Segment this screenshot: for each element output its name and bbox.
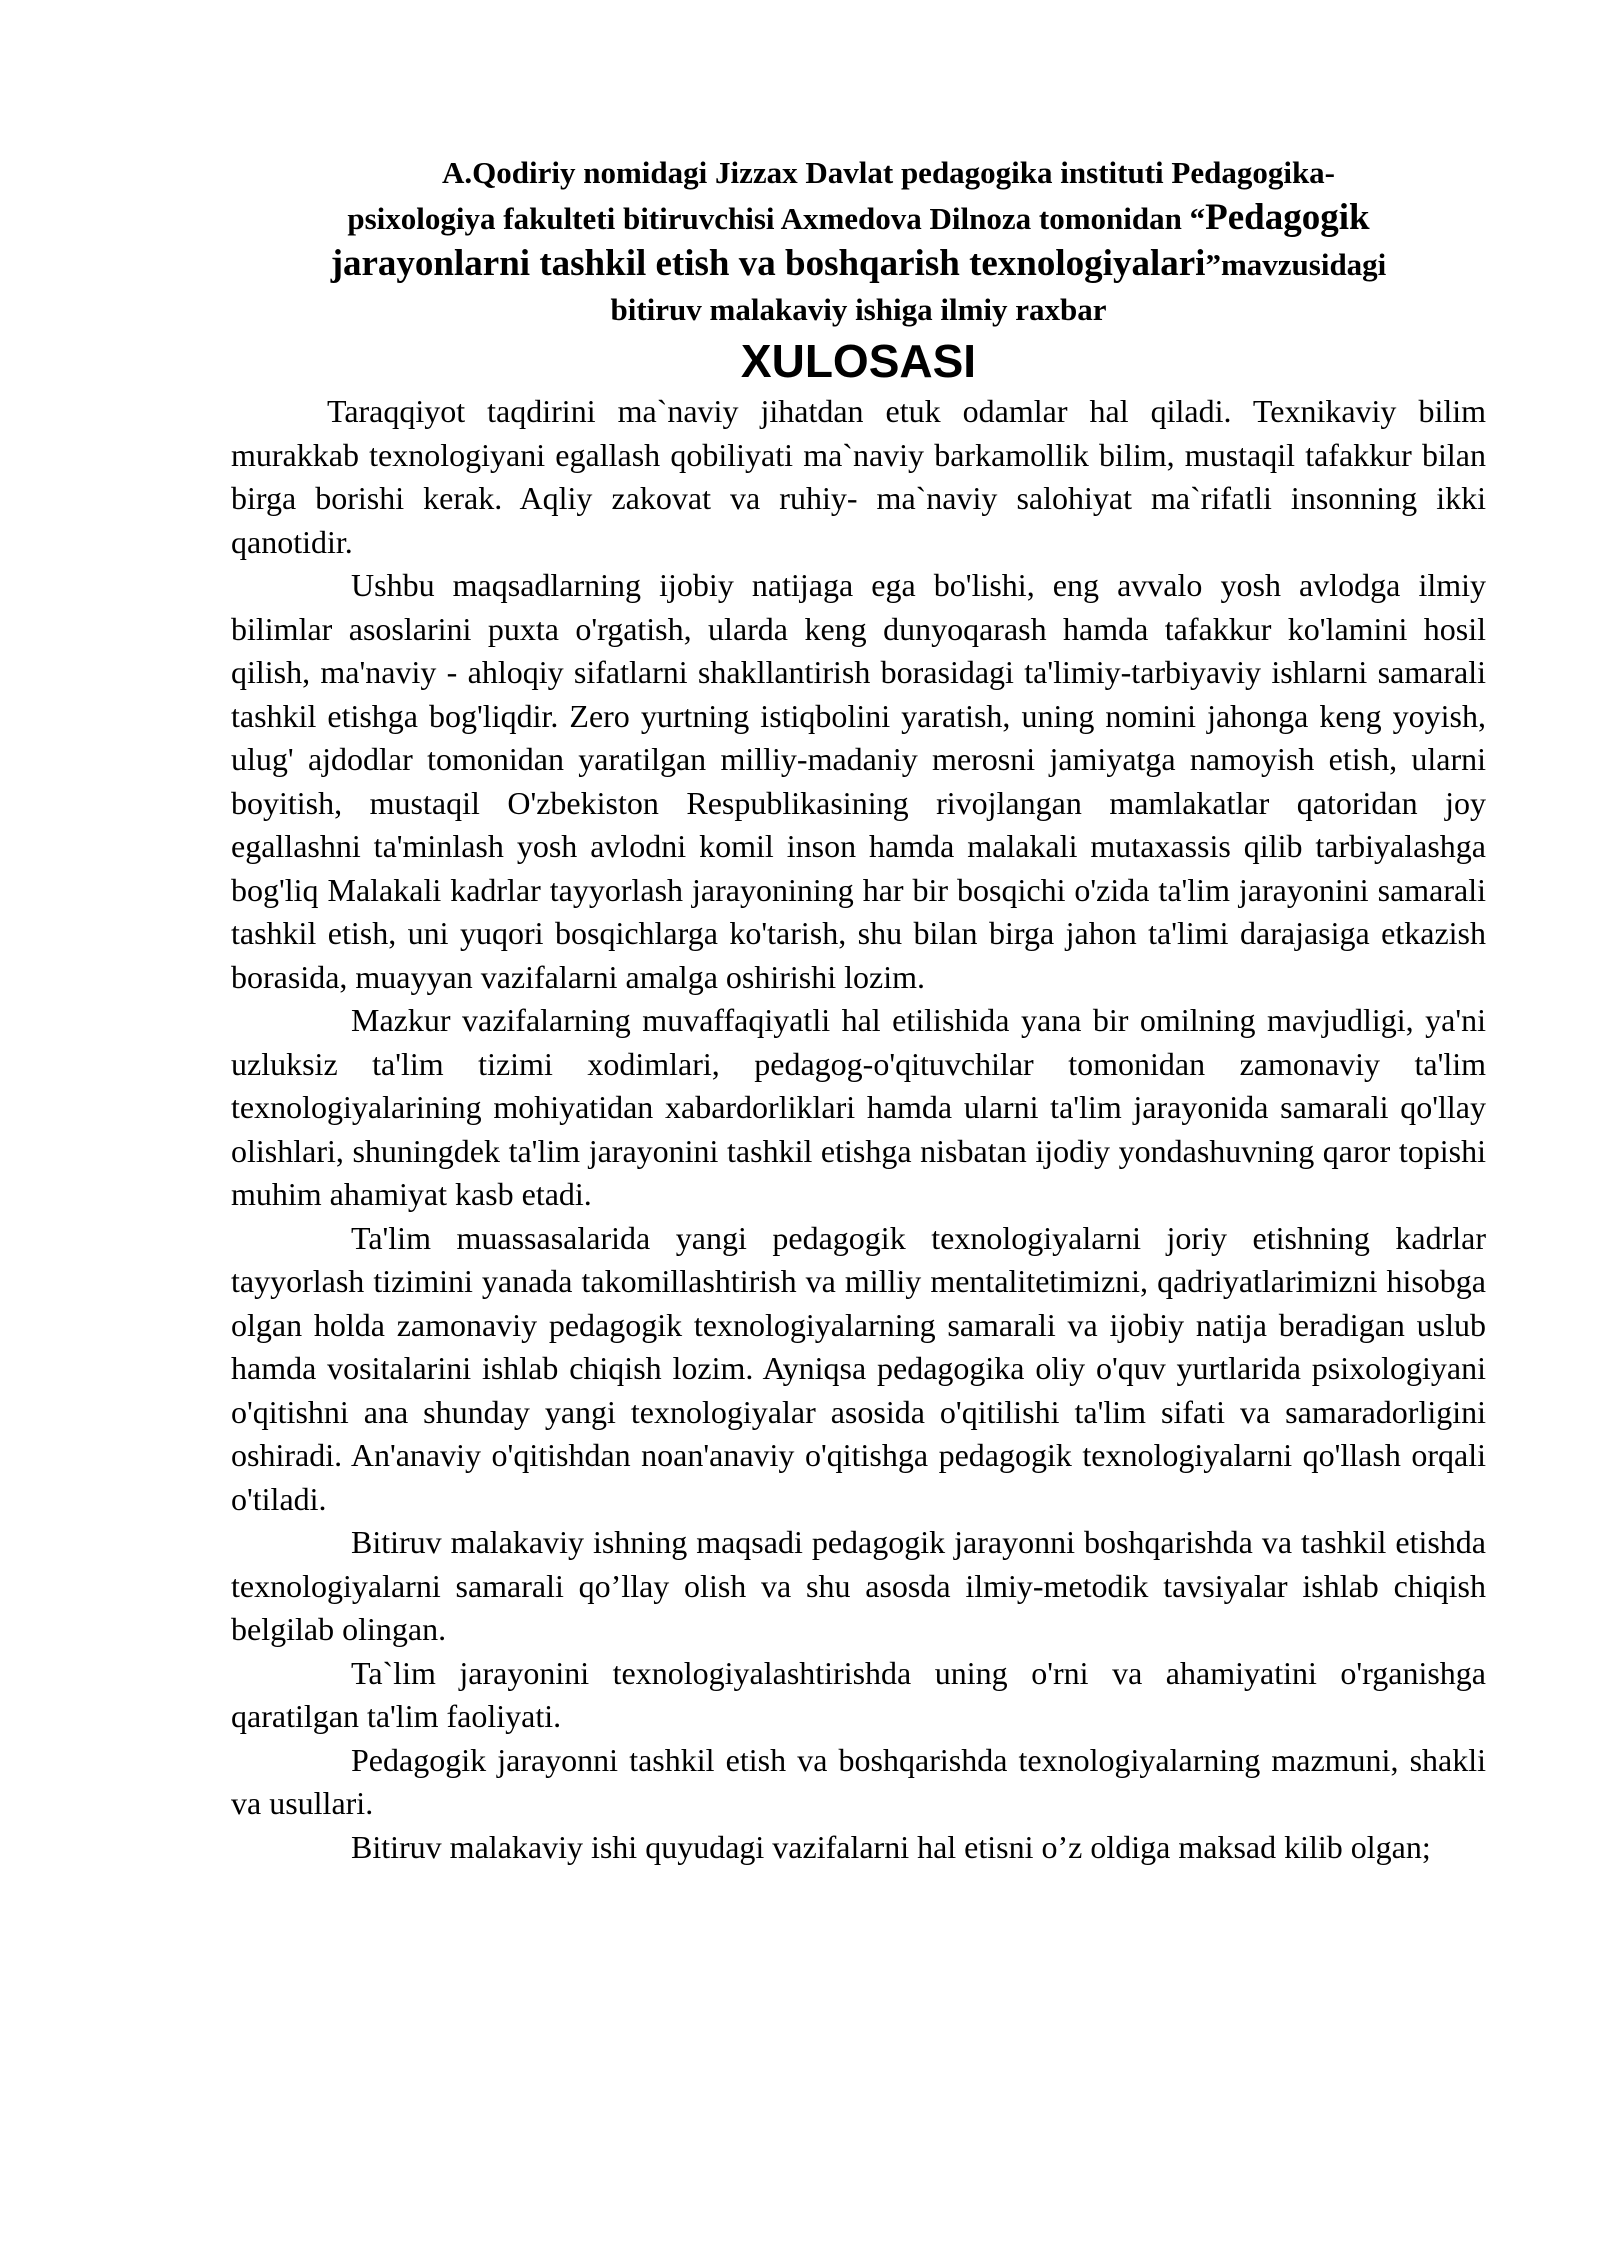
header-line-3 bbox=[231, 241, 1486, 287]
paragraph-6: Ta`lim jarayonini texnologiyalashtirishda uning o'rni va ahamiyatini o'rganishga qaratilgan ta'lim faoliyati. bbox=[231, 1654, 1486, 1734]
header-topic-end: jarayonlarni tashkil etish va boshqarish texnologiyalari bbox=[330, 243, 1206, 284]
header-topic-start: Pedagogik bbox=[1205, 197, 1370, 238]
document-page bbox=[231, 150, 1486, 1869]
header-line-1: A.Qodiriy nomidagi Jizzax Davlat pedagogika instituti Pedagogika- bbox=[441, 155, 1336, 190]
paragraph-1: Taraqqiyot taqdirini ma`naviy jihatdan etuk odamlar hal qiladi. Texnikaviy bilim murakkab texnologiyani egallash qobiliyati ma`naviy barkamollik bilim, mustaqil tafakkur bilan birga borishi kerak. Aqliy zakovat va ruhiy- ma`naviy salohiyat ma`rifatli insonning ikki qanotidir. bbox=[231, 393, 1486, 560]
page-title: XULOSASI bbox=[740, 335, 977, 387]
header-line-2-text: psixologiya fakulteti bitiruvchisi Axmedova Dilnoza tomonidan “ bbox=[347, 201, 1206, 236]
paragraph-3: Mazkur vazifalarning muvaffaqiyatli hal etilishida yana bir omilning mavjudligi, ya'ni uzluksiz ta'lim tizimi xodimlari, pedagog-o'qituvchilar tomonidan zamonaviy ta'lim texnologiyalarining mohiyatidan xabardorliklari hamda ularni ta'lim jarayonida samarali qo'llay olishlari, shuningdek ta'lim jarayonini tashkil etishga nisbatan ijodiy yondashuvning qaror topishi muhim ahamiyat kasb etadi. bbox=[231, 1002, 1486, 1212]
paragraph-2: Ushbu maqsadlarning ijobiy natijaga ega bo'lishi, eng avvalo yosh avlodga ilmiy bilimlar asoslarini puxta o'rgatish, ularda keng dunyoqarash hamda tafakkur ko'lamini hosil qilish, ma'naviy - ahloqiy sifatlarni shakllantirish borasidagi ta'limiy-tarbiyaviy ishlarni samarali tashkil etishga bog'liqdir. Zero yurtning istiqbolini yaratish, uning nomini jahonga keng yoyish, ulug' ajdodlar tomonidan yaratilgan milliy-madaniy merosni jamiyatga namoyish etish, ularni boyitish, mustaqil O'zbekiston Respublikasining rivojlangan mamlakatlar qatoridan joy egallashni ta'minlash yosh avlodni komil inson hamda malakali mutaxassis qilib tarbiyalashga bog'liq Malakali kadrlar tayyorlash jarayonining har bir bosqichi o'zida ta'lim jarayonini samarali tashkil etish, uni yuqori bosqichlarga ko'tarish, shu bilan birga jahon ta'limi darajasiga etkazish borasida, muayyan vazifalarni amalga oshirishi lozim. bbox=[231, 567, 1486, 995]
document-body bbox=[231, 390, 1486, 1869]
header-line-2 bbox=[231, 195, 1486, 241]
paragraph-5: Bitiruv malakaviy ishning maqsadi pedagogik jarayonni boshqarishda va tashkil etishda texnologiyalarni samarali qo’llay olish va shu asosda ilmiy-metodik tavsiyalar ishlab chiqish belgilab olingan. bbox=[231, 1524, 1486, 1647]
document-header bbox=[231, 150, 1486, 332]
header-line-4: bitiruv malakaviy ishiga ilmiy raxbar bbox=[610, 292, 1107, 327]
paragraph-7: Pedagogik jarayonni tashkil etish va boshqarishda texnologiyalarning mazmuni, shakli va usullari. bbox=[231, 1741, 1486, 1821]
header-line-3-text: ”mavzusidagi bbox=[1205, 247, 1387, 282]
paragraph-8: Bitiruv malakaviy ishi quyudagi vazifalarni hal etisni o’z oldiga maksad kilib olgan; bbox=[351, 1828, 1431, 1865]
paragraph-4: Ta'lim muassasalarida yangi pedagogik texnologiyalarni joriy etishning kadrlar tayyorlash tizimini yanada takomillashtirish va milliy mentalitetimizni, qadriyatlarimizni hisobga olgan holda zamonaviy pedagogik texnologiyalarning samarali va ijobiy natija beradigan uslub hamda vositalarini ishlab chiqish lozim. Ayniqsa pedagogika oliy o'quv yurtlarida psixologiyani o'qitishni ana shunday yangi texnologiyalar asosida o'qitilishi ta'lim sifati va samaradorligini oshiradi. An'anaviy o'qitishdan noan'anaviy o'qitishga pedagogik texnologiyalarni qo'llash orqali o'tiladi. bbox=[231, 1219, 1486, 1517]
